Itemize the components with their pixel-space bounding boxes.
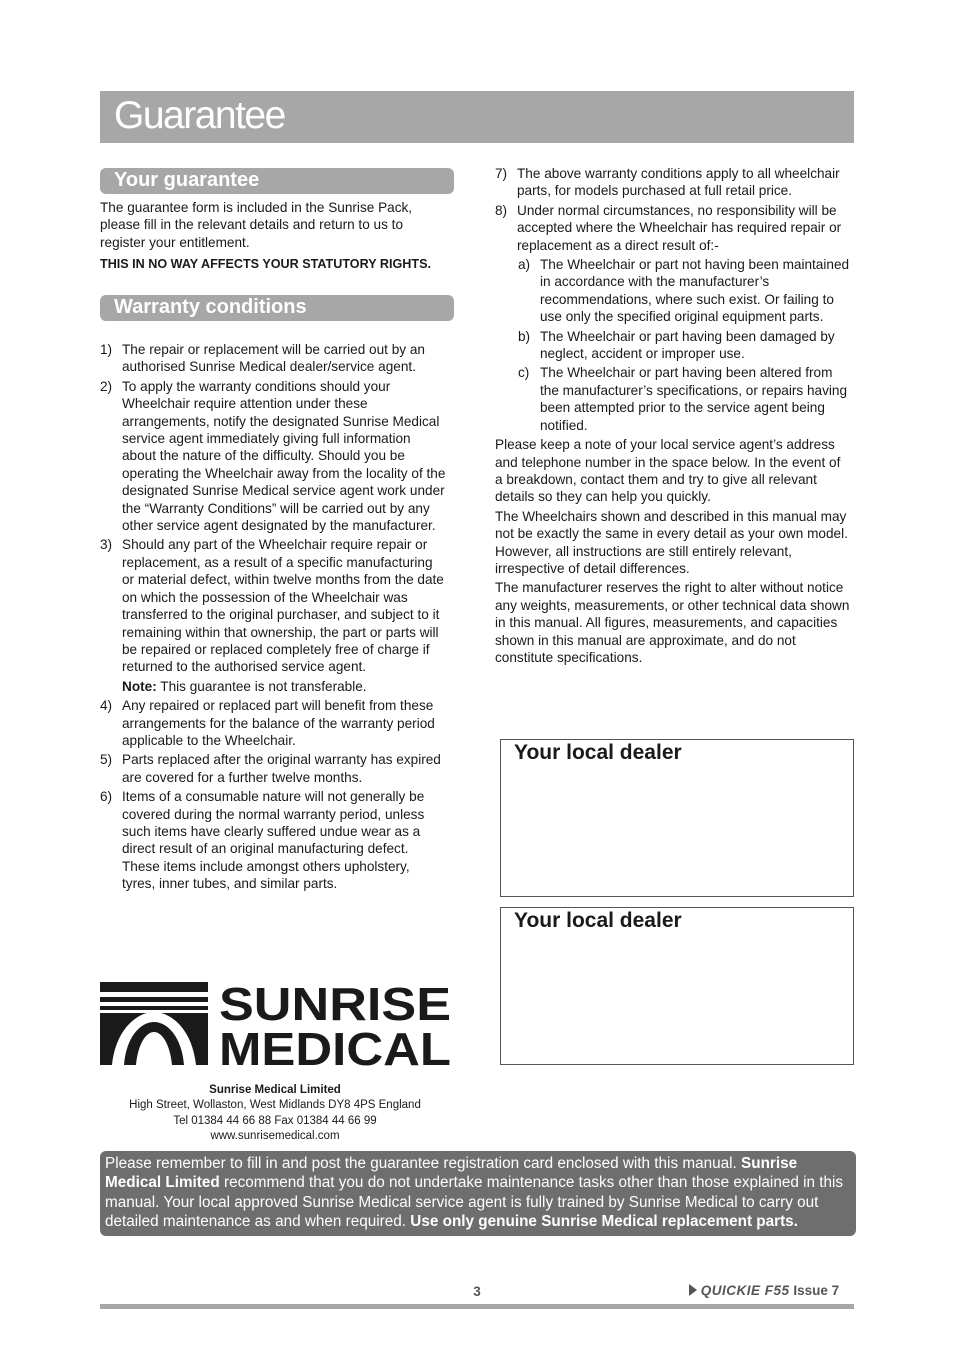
company-website: www.sunrisemedical.com xyxy=(210,1129,340,1142)
item-letter: a) xyxy=(518,257,531,273)
local-dealer-label: Your local dealer xyxy=(514,909,682,932)
item-letter: b) xyxy=(518,328,531,344)
list-item xyxy=(100,697,446,749)
item-number: 4) xyxy=(100,698,113,714)
item-text: Should any part of the Wheelchair require repair or replacement, as a result of a specific manufacturing or material defect, within twelve months from the date on which the possession of the Wheelchair was transferred to the original purchaser, and subject to it remaining within that ownership, the part or parts will be repaired or replaced completely free of charge if returned to the authorised service agent. xyxy=(122,537,444,675)
list-item xyxy=(495,165,851,200)
play-arrow-icon xyxy=(689,1284,697,1296)
title-bar xyxy=(100,91,854,143)
sub-list-item xyxy=(495,364,851,434)
local-dealer-box[interactable] xyxy=(500,907,854,1065)
item-number: 1) xyxy=(100,342,113,357)
item-text: The repair or replacement will be carried out by an authorised Sunrise Medical dealer/service agent. xyxy=(122,342,425,375)
notice-text-1: Please remember to fill in and post the guarantee registration card enclosed with this manual. xyxy=(105,1155,742,1172)
list-item xyxy=(495,202,851,254)
warranty-list-right xyxy=(495,165,851,666)
models-paragraph: The Wheelchairs shown and described in this manual may not be exactly the same in every detail as your own model. However, all instructions are still entirely relevant, irrespective of detail differences. xyxy=(495,508,848,576)
item-text: Parts replaced after the original warranty has expired are covered for a further twelve months. xyxy=(122,752,441,785)
notice-text xyxy=(100,1151,856,1232)
item-text: Items of a consumable nature will not generally be covered during the normal warranty period, unless such items have clearly suffered undue wear as a direct result of an original manufacturing defect. These items include amongst others upholstery, tyres, inner tubes, and similar parts. xyxy=(122,789,425,892)
item-text: The Wheelchair or part having been damaged by neglect, accident or improper use. xyxy=(540,328,835,362)
notice-text-2: recommend that you do not undertake maintenance tasks other than those explained in this manual. Your local approved Sunrise Medical service agent is fully trained by Sunrise Medical to carry out detailed maintenance as and when required. xyxy=(105,1174,844,1231)
item-text: To apply the warranty conditions should your Wheelchair require attention under these arrangements, notify the designated Sunrise Medical service agent immediately giving full information about the nature of the difficulty. Should you be operating the Wheelchair away from the locality of the designated Sunrise Medical service agent work under the “Warranty Conditions” will be carried out by any other service agent designated by the manufacturer. xyxy=(122,378,446,534)
sunrise-medical-logo xyxy=(100,980,452,1068)
item-text: Under normal circumstances, no responsibility will be accepted where the Wheelchair has required repair or replacement as a direct result of:- xyxy=(517,202,842,253)
item-number: 5) xyxy=(100,752,113,768)
guarantee-paragraph: The guarantee form is included in the Sunrise Pack, please fill in the relevant details and return to us to register your entitlement. xyxy=(100,200,413,250)
logo-line2: MEDICAL xyxy=(219,1023,451,1068)
sub-list-item xyxy=(495,328,851,363)
your-guarantee-section xyxy=(100,199,450,274)
notice-bold-2: Use only genuine Sunrise Medical replacement parts. xyxy=(410,1213,798,1231)
item-number: 8) xyxy=(495,202,508,218)
product-name: QUICKIE F55 xyxy=(700,1283,790,1298)
notice-bold-1: Sunrise Medical Limited xyxy=(105,1155,798,1192)
company-address: High Street, Wollaston, West Midlands DY8 4PS England xyxy=(129,1099,421,1112)
warranty-list-left xyxy=(100,341,446,895)
note xyxy=(100,678,446,695)
note-text: This guarantee is not transferable. xyxy=(156,678,367,694)
list-item xyxy=(100,378,446,535)
item-number: 6) xyxy=(100,789,113,805)
list-item xyxy=(100,788,446,892)
maintenance-notice xyxy=(100,1151,856,1236)
item-number: 2) xyxy=(100,378,113,394)
list-item xyxy=(100,751,446,786)
footer-rule xyxy=(100,1304,854,1309)
list-item xyxy=(100,536,446,675)
item-number: 3) xyxy=(100,537,113,553)
page-number: 3 xyxy=(473,1284,481,1299)
warranty-heading: Warranty conditions xyxy=(114,296,307,318)
list-item xyxy=(100,341,446,376)
logo-line1: SUNRISE xyxy=(219,980,451,1030)
item-text: The Wheelchair or part having been altered from the manufacturer’s specifications, or repairs having been attempted prior to the service agent being notified. xyxy=(540,365,848,433)
item-number: 7) xyxy=(495,166,508,181)
item-text: The above warranty conditions apply to all wheelchair parts, for models purchased at full retail price. xyxy=(517,166,840,199)
warranty-heading-bar xyxy=(100,295,454,321)
local-dealer-label: Your local dealer xyxy=(514,741,682,764)
statutory-rights-text: THIS IN NO WAY AFFECTS YOUR STATUTORY RIGHTS. xyxy=(100,257,431,272)
note-label: Note: xyxy=(122,678,157,694)
sunrise-emblem-icon xyxy=(100,980,452,1068)
company-phone: Tel 01384 44 66 88 Fax 01384 44 66 99 xyxy=(173,1114,377,1127)
item-text: The Wheelchair or part not having been maintained in accordance with the manufacturer’s recommendations, where such exist. Or failing to use only the specified original equipment parts. xyxy=(540,257,850,325)
item-letter: c) xyxy=(518,365,530,381)
sub-list-item xyxy=(495,256,851,326)
local-dealer-box[interactable] xyxy=(500,739,854,897)
your-guarantee-heading-bar xyxy=(100,168,454,194)
item-text: Any repaired or replaced part will benefit from these arrangements for the balance of the warranty period applicable to the Wheelchair. xyxy=(122,698,435,748)
product-issue xyxy=(689,1283,854,1301)
your-guarantee-heading: Your guarantee xyxy=(114,169,260,191)
issue-label: Issue 7 xyxy=(793,1283,840,1298)
company-address-block xyxy=(100,1083,450,1144)
page-title: Guarantee xyxy=(114,94,285,137)
company-name: Sunrise Medical Limited xyxy=(209,1084,341,1096)
service-agent-paragraph: Please keep a note of your local service agent’s address and telephone number in the space below. In the event of a breakdown, contact them and try to give all relevant details so they can help you quickly. xyxy=(495,437,841,505)
manufacturer-paragraph: The manufacturer reserves the right to alter without notice any weights, measurements, or other technical data shown in this manual. All figures, measurements, and capacities shown in this manual are approximate, and do not constitute specifications. xyxy=(495,580,850,665)
